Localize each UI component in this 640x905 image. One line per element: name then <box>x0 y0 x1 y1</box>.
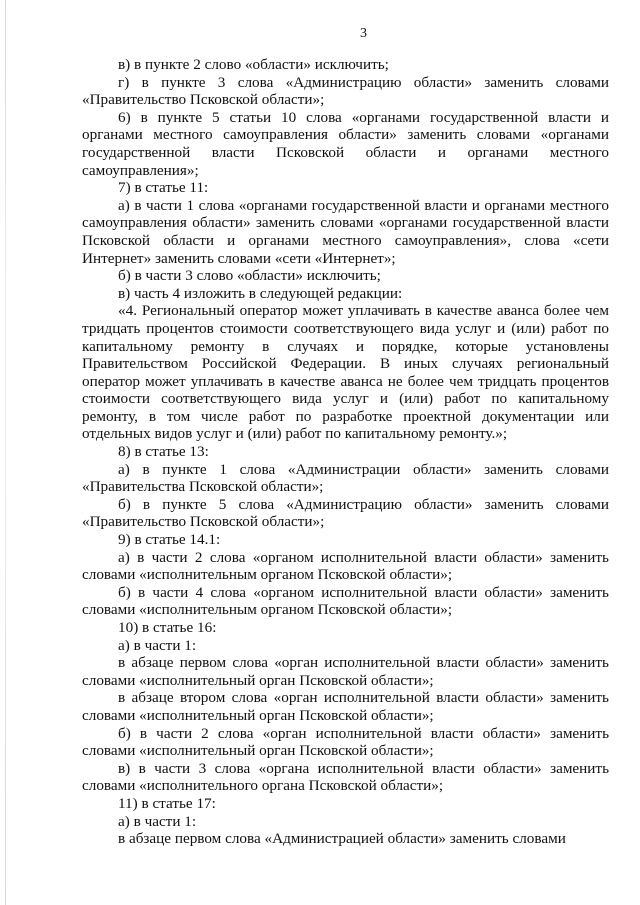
paragraph: в) в части 3 слова «органа исполнительной власти области» заменить словами «исполнительного органа Псковской области»; <box>82 759 609 795</box>
paragraph: в абзаце втором слова «орган исполнительной власти области» заменить словами «исполнительный орган Псковской области»; <box>82 689 609 724</box>
paragraph: в) в пункте 2 слово «области» исключить; <box>118 56 389 73</box>
paragraph: 8) в статье 13: <box>118 443 209 461</box>
paragraph: 9) в статье 14.1: <box>118 531 221 549</box>
scan-edge <box>5 0 6 905</box>
paragraph: б) в пункте 5 слова «Администрацию области» заменить словами «Правительство Псковской области»; <box>82 495 609 531</box>
paragraph: 11) в статье 17: <box>118 794 216 812</box>
paragraph: б) в части 4 слова «органом исполнительной власти области» заменить словами «исполнительным органом Псковской области»; <box>82 583 609 619</box>
paragraph: 7) в статье 11: <box>118 179 209 197</box>
paragraph: «4. Региональный оператор может уплачивать в качестве аванса более чем тридцать процентов стоимости соответствующего вида услуг и (или) работ по капитальному ремонту в случаях и порядке, которые установлены Правительством Российской Федерации. В иных случаях региональный оператор может уплачивать в качестве аванса не более чем тридцать процентов стоимости соответствующего вида услуг и (или) работ по капитальному ремонту, в том числе работ по разработке проектной документации или отдельных видов услуг и (или) работ по капитальному ремонту.»; <box>82 302 609 443</box>
paragraph: б) в части 3 слово «области» исключить; <box>118 267 381 285</box>
paragraph: а) в части 1: <box>118 636 197 654</box>
paragraph: 6) в пункте 5 статьи 10 слова «органами государственной власти и органами местного самоуправления области» заменить словами «органами государственной власти Псковской области и органами местного самоуправления»; <box>82 108 609 179</box>
paragraph: в) часть 4 изложить в следующей редакции: <box>118 284 403 302</box>
paragraph: а) в части 1 слова «органами государственной власти и органами местного самоуправления области» заменить словами «органами государственной власти Псковской области и органами местного самоуправления», слова «сети Интернет» заменить словами «сети «Интернет»; <box>82 196 609 267</box>
paragraph: а) в пункте 1 слова «Администрации области» заменить словами «Правительства Псковской области»; <box>82 460 609 496</box>
paragraph: а) в части 1: <box>118 812 197 830</box>
page-number: 3 <box>360 26 367 41</box>
paragraph: г) в пункте 3 слова «Администрацию области» заменить словами «Правительство Псковской области»; <box>82 73 609 109</box>
paragraph: в абзаце первом слова «орган исполнительной власти области» заменить словами «исполнительный орган Псковской области»; <box>82 654 609 689</box>
paragraph: 10) в статье 16: <box>118 619 217 636</box>
paragraph: а) в части 2 слова «органом исполнительной власти области» заменить словами «исполнительным органом Псковской области»; <box>82 548 609 584</box>
paragraph: б) в части 2 слова «орган исполнительной власти области» заменить словами «исполнительный орган Псковской области»; <box>82 724 609 760</box>
document-body <box>82 56 609 848</box>
paragraph: в абзаце первом слова «Администрацией области» заменить словами <box>118 830 566 848</box>
